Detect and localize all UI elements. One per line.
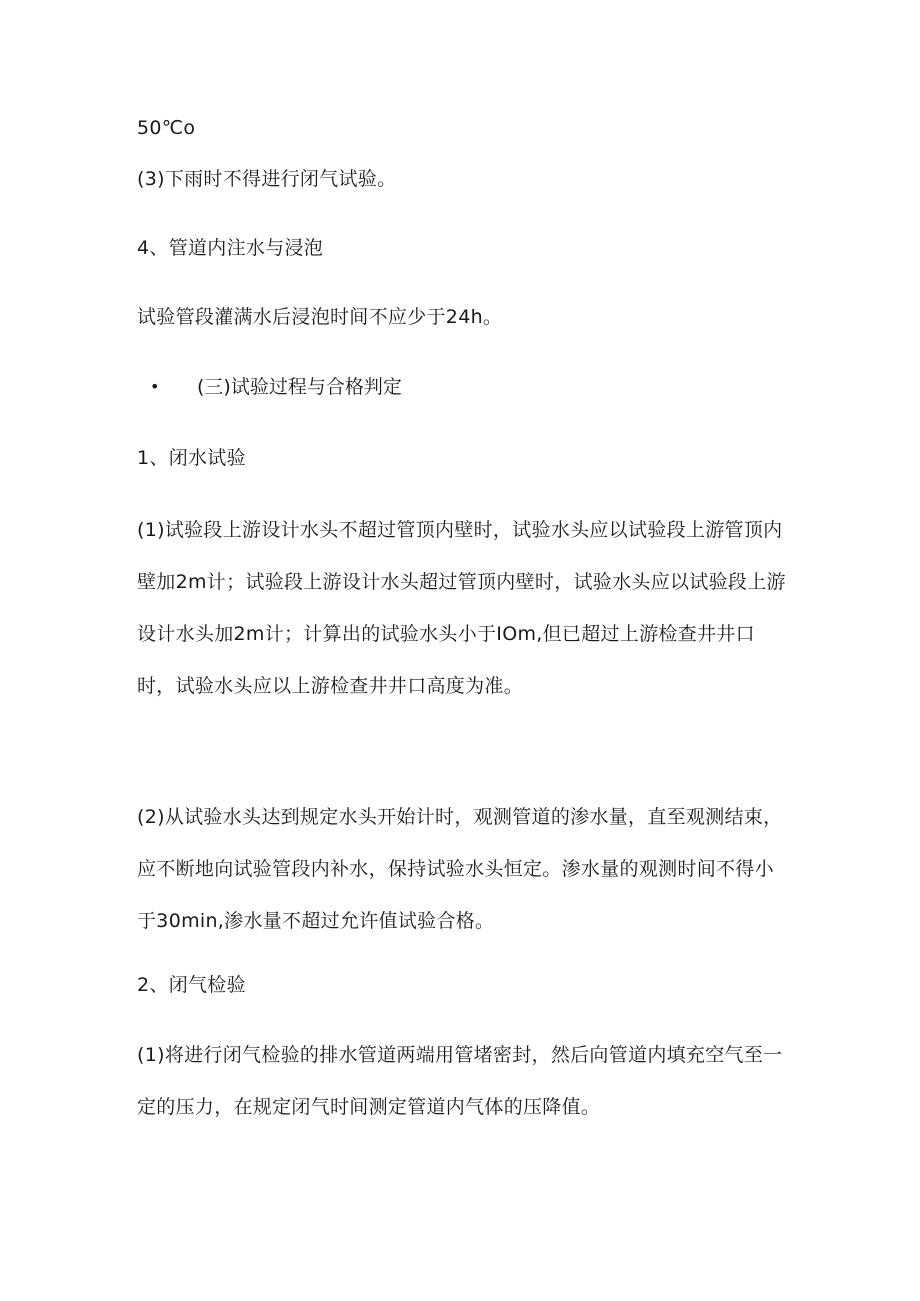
heading-water-test: 1、闭水试验 (137, 447, 246, 469)
heading-air-test: 2、闭气检验 (137, 974, 246, 996)
paragraph-air-test: (1)将进行闭气检验的排水管道两端用管堵密封，然后向管道内填充空气至一定的压力，在规定闭气时间测定管道内气体的压降值。 (137, 1044, 783, 1118)
rain-note: (3)下雨时不得进行闭气试验。 (137, 168, 397, 190)
paragraph-observation: (2)从试验水头达到规定水头开始计时，观测管道的渗水量，直至观测结束，应不断地向试验管段内补水，保持试验水头恒定。渗水量的观测时间不得小于30min,渗水量不超过允许值试验合格。 (137, 806, 783, 932)
bullet-icon: • (150, 377, 160, 396)
heading-water-fill: 4、管道内注水与浸泡 (137, 237, 324, 259)
paragraph-water-head: (1)试验段上游设计水头不超过管顶内壁时，试验水头应以试验段上游管顶内壁加2m计；试验段上游设计水头超过管顶内壁时，试验水头应以试验段上游设计水头加2m计；计算出的试验水头小于IOm,但已超过上游检查井井口时，试验水头应以上游检查井井口高度为准。 (137, 519, 786, 697)
soak-text: 试验管段灌满水后浸泡时间不应少于24h。 (137, 306, 503, 328)
temperature-line: 50℃o (137, 117, 196, 139)
section-three-title: (三)试验过程与合格判定 (197, 376, 402, 398)
